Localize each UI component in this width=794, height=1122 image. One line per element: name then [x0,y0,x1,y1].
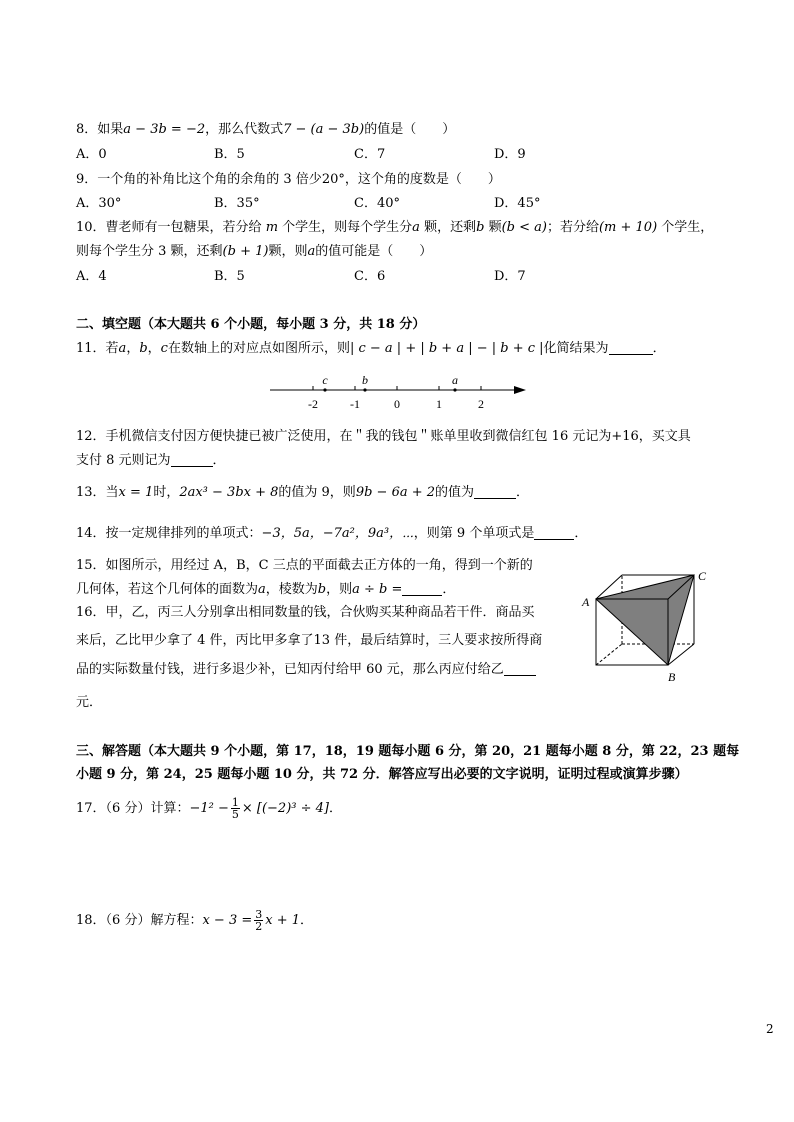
question-15-line1: 15．如图所示，用经过 A，B，C 三点的平面截去正方体的一角，得到一个新的 [76,558,533,573]
q8-condition: a − 3b = −2 [123,122,206,137]
q8-expression: 7 − (a − 3b) [283,122,365,137]
question-8-stem: 8．如果a − 3b = −2，那么代数式7 − (a − 3b)的值是（ ） [76,122,456,137]
q11-answer-blank[interactable] [609,340,653,355]
q18-fraction: $\frac{3}{2}$ [255,908,263,933]
question-14-stem: 14．按一定规律排列的单项式：−3，5a，−7a²，9a³，⋯，则第 9 个单项式是 ． [76,526,588,541]
cube-figure [578,565,708,685]
question-15-line2: 几何体，若这个几何体的面数为a，棱数为b，则a ÷ b = ． [76,582,456,597]
question-12-line1: 12．手机微信支付因方便快捷已被广泛使用，在＂我的钱包＂账单里收到微信红包 16 元记为+16，买文具 [76,429,691,444]
question-16-line2: 来后，乙比甲少拿了 4 件，丙比甲多拿了13 件，最后结算时，三人要求按所得商 [76,633,543,648]
cube-hidden-edge [596,644,622,665]
q14-answer-blank[interactable] [534,525,574,540]
q12-answer-blank[interactable] [171,452,213,467]
tick-label: 2 [478,397,484,411]
q10-option-b[interactable]: B．5 [214,269,245,284]
point-a-label: a [452,373,458,387]
question-16-line4: 元． [76,695,103,710]
q10-option-d[interactable]: D．7 [494,269,526,284]
point-a-marker [453,388,456,391]
q9-degree: 20° [321,172,345,187]
point-c-marker [323,388,326,391]
cube-label-c: C [698,569,707,583]
q10-option-c[interactable]: C．6 [354,269,386,284]
question-10-line2: 则每个学生分 3 颗，还剩(b + 1)颗，则a的值可能是（ ） [76,244,433,259]
question-11-stem: 11．若a，b，c在数轴上的对应点如图所示，则| c − a | + | b + a | − | b + c |化简结果为 ． [76,341,666,356]
q8-option-c[interactable]: C．7 [354,147,386,162]
q9-option-b[interactable]: B．35° [214,196,260,211]
question-18: 18．（6 分）解方程：x − 3 = $\frac{3}{2}$ x + 1． [76,908,314,933]
tick-label: 1 [436,397,442,411]
question-9-stem: 9．一个角的补角比这个角的余角的 3 倍少20°，这个角的度数是（ ） [76,172,501,187]
question-17: 17．（6 分）计算：−1² − $\frac{1}{5}$ × [(−2)³ ÷ 4]． [76,796,342,821]
q8-option-d[interactable]: D．9 [494,147,526,162]
point-b-label: b [362,373,368,387]
point-b-marker [363,388,366,391]
q9-option-d[interactable]: D．45° [494,196,541,211]
q8-option-a[interactable]: A．0 [76,147,107,162]
q8-option-b[interactable]: B．5 [214,147,245,162]
q13-expression: 2ax³ − 3bx + 8 [179,485,279,500]
q11-expression: | c − a | + | b + a | − | b + c | [349,341,544,356]
number-line-arrow-icon [514,386,526,394]
question-13-stem: 13．当x = 1时，2ax³ − 3bx + 8的值为 9，则9b − 6a + 2的值为 ． [76,485,530,500]
question-16-line3: 品的实际数量付钱，进行多退少补，已知丙付给甲 60 元，那么丙应付给乙 [76,661,536,679]
tick-label: -2 [308,397,318,411]
q13-expression-2: 9b − 6a + 2 [355,485,436,500]
tick-label: 0 [394,397,400,411]
section-3-heading-line1: 三、解答题（本大题共 9 个小题，第 17，18，19 题每小题 6 分，第 20，21 题每小题 8 分，第 22，23 题每 [76,744,740,759]
q15-answer-blank[interactable] [402,581,442,596]
q10-option-a[interactable]: A．4 [76,269,107,284]
section-3-heading-line2: 小题 9 分，第 24，25 题每小题 10 分，共 72 分．解答应写出必要的文字说明，证明过程或演算步骤） [76,767,688,782]
q14-sequence: −3，5a，−7a²，9a³，⋯ [261,526,414,541]
number-line-figure [268,372,538,416]
question-16-line1: 16．甲，乙，丙三人分别拿出相同数量的钱，合伙购买某种商品若干件．商品买 [76,605,535,620]
page-number: 2 [766,1022,774,1036]
q15-expression: a ÷ b = [352,582,403,597]
q16-answer-blank[interactable] [504,661,536,676]
section-2-heading: 二、填空题（本大题共 6 个小题，每小题 3 分，共 18 分） [76,317,426,332]
question-10-line1: 10．曹老师有一包糖果，若分给 m 个学生，则每个学生分a 颗，还剩b 颗(b < a)；若分给(m + 10) 个学生， [76,220,714,235]
tick-label: -1 [350,397,360,411]
q9-option-c[interactable]: C．40° [354,196,400,211]
point-c-label: c [322,373,328,387]
cube-label-b: B [668,670,676,684]
cube-label-a: A [582,595,590,609]
q13-answer-blank[interactable] [474,484,516,499]
question-12-line2: 支付 8 元则记为 ． [76,453,226,468]
q9-option-a[interactable]: A．30° [76,196,122,211]
q17-fraction: $\frac{1}{5}$ [231,796,239,821]
